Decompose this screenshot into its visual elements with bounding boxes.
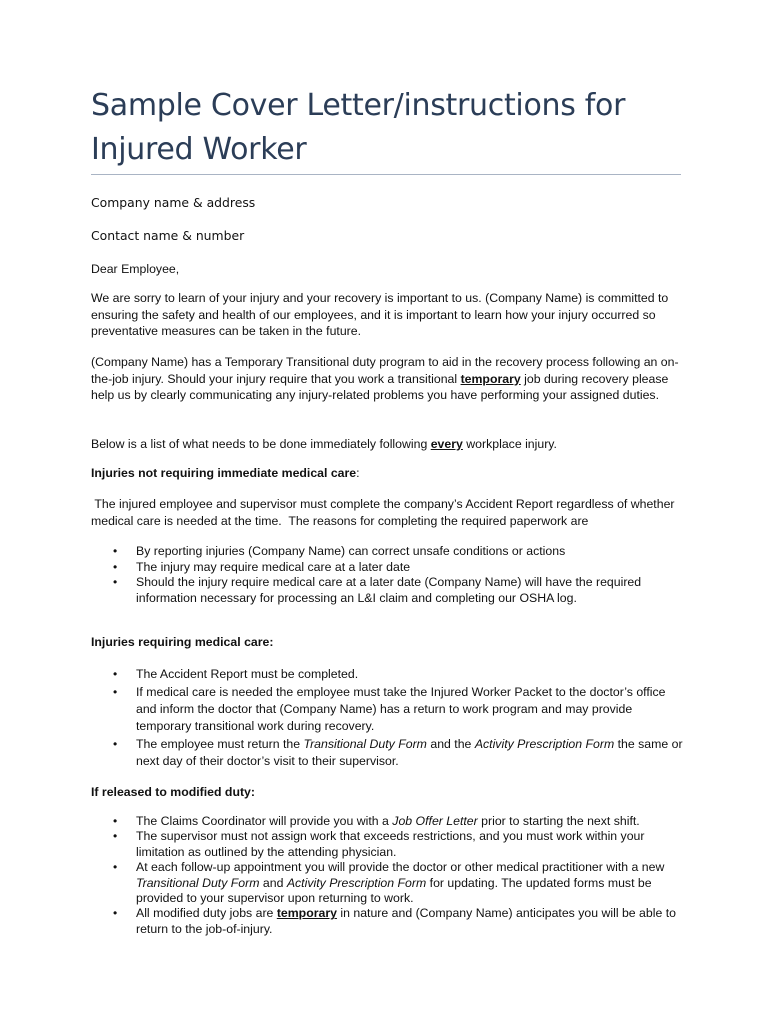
form-name-transitional-duty: Transitional Duty Form (303, 737, 427, 751)
page-title: Sample Cover Letter/instructions for Injured Worker (91, 88, 626, 167)
list-item: • If medical care is needed the employee must take the Injured Worker Packet to the doctor’s office and inform the doctor that (Company Name) has a return to work program and may provide temporary transitional work during recovery. (91, 684, 686, 735)
list-item: • The Accident Report must be completed. (91, 666, 686, 683)
paragraph-program-text-end: job during recovery please help us by clearly communicating any injury-related problems you have performing your assigned duties. (91, 371, 669, 403)
list-item-text: At each follow-up appointment you will provide the doctor or other medical practitioner with a new (136, 860, 665, 875)
paragraph-intro: We are sorry to learn of your injury and your recovery is important to us. (Company Name) is committed to ensuring the safety and health of our employees, and it is important to learn how your injury occurred so preventative measures can be taken in the future. (91, 291, 669, 339)
list-item (91, 906, 686, 937)
title-divider (91, 174, 681, 175)
list-item: • The supervisor must not assign work that exceeds restrictions, and you must work within your limitation as outlined by the attending physician. (91, 829, 686, 860)
list-item-text: the same or next day of their doctor’s visit to their supervisor. (136, 737, 683, 768)
contact-line: Contact name & number (91, 228, 245, 243)
section-heading-medical: Injuries requiring medical care: (91, 635, 274, 649)
list-item-text: and (259, 875, 287, 890)
paragraph-list-intro (91, 436, 686, 453)
emphasis-temporary: temporary (276, 906, 337, 921)
paragraph-program (91, 354, 686, 404)
list-item-text: prior to starting the next shift. (477, 814, 640, 828)
section-heading-no-medical-text: Injuries not requiring immediate medical care (91, 466, 357, 480)
list-no-medical (91, 544, 686, 606)
section-heading-modified-duty: If released to modified duty: (91, 785, 255, 799)
form-name-job-offer-letter: Job Offer Letter (392, 814, 478, 828)
list-item (91, 736, 686, 770)
list-item-text: and the (426, 737, 475, 751)
paragraph-list-intro-text: Below is a list of what needs to be done immediately following (91, 437, 431, 451)
form-name-transitional-duty: Transitional Duty Form (136, 875, 260, 890)
form-name-activity-prescription: Activity Prescription Form (474, 737, 615, 751)
list-item-text: The Claims Coordinator will provide you with a (136, 814, 393, 828)
list-item: • By reporting injuries (Company Name) can correct unsafe conditions or actions (91, 544, 686, 560)
paragraph-accident-report: The injured employee and supervisor must complete the company’s Accident Report regardless of whether medical care is needed at the time. The reasons for completing the required paperwork are (91, 497, 678, 528)
section-heading-colon: : (356, 466, 360, 480)
emphasis-every: every (430, 437, 463, 451)
list-item: • Should the injury require medical care at a later date (Company Name) will have the required information necessary for processing an L&I claim and completing our OSHA log. (91, 575, 686, 606)
form-name-activity-prescription: Activity Prescription Form (286, 875, 427, 890)
list-item-text: The employee must return the (136, 737, 304, 751)
list-modified-duty (91, 814, 686, 937)
list-item: • The injury may require medical care at a later date (91, 560, 686, 576)
company-line: Company name & address (91, 195, 256, 210)
list-medical (91, 666, 686, 770)
section-heading-no-medical (91, 465, 686, 482)
paragraph-program-text: (Company Name) has a Temporary Transitional duty program to aid in the recovery process following an on-the-job injury. Should your injury require that you work a transitional (91, 355, 679, 386)
list-item (91, 814, 686, 829)
emphasis-temporary: temporary (460, 371, 521, 386)
list-item-text: All modified duty jobs are (136, 906, 277, 921)
paragraph-list-intro-text-end: workplace injury. (462, 437, 557, 451)
salutation: Dear Employee, (91, 262, 180, 276)
list-item (91, 860, 686, 906)
list-item-text: in nature and (Company Name) anticipates you will be able to return to the job-of-injury. (136, 906, 676, 936)
list-item-text: for updating. The updated forms must be provided to your supervisor upon returning to work. (136, 875, 652, 906)
